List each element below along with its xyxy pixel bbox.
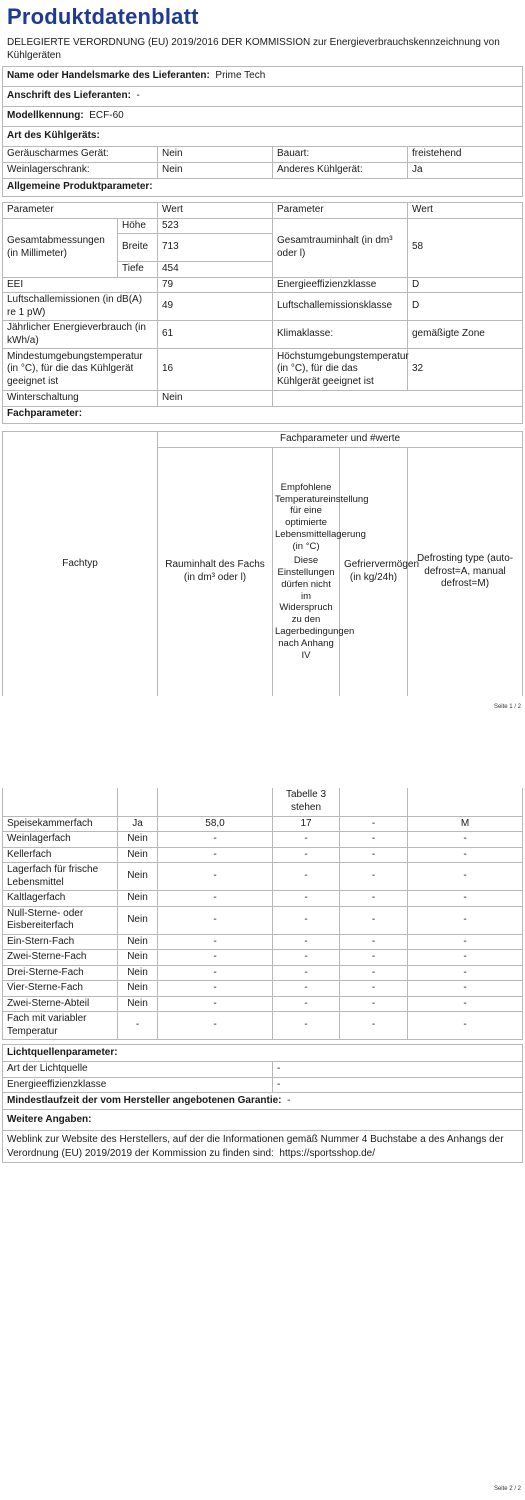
compartment-volume: - xyxy=(158,981,273,997)
compartment-volume: - xyxy=(158,1012,273,1040)
compartment-present: Nein xyxy=(118,863,158,891)
temp-header-c: Tabelle 3 stehen xyxy=(273,788,340,816)
compartment-row xyxy=(3,981,523,997)
compartment-defrost: - xyxy=(408,847,523,863)
compartment-freeze: - xyxy=(340,863,408,891)
compartment-present: Nein xyxy=(118,996,158,1012)
light-type-label: Art der Lichtquelle xyxy=(3,1062,273,1078)
compartment-row xyxy=(3,891,523,907)
compartment-name: Fach mit variabler Temperatur xyxy=(3,1012,118,1040)
model-row xyxy=(3,107,523,127)
supplier-address-row xyxy=(3,87,523,107)
compartment-freeze: - xyxy=(340,847,408,863)
compartment-freeze: - xyxy=(340,891,408,907)
page-number-1: Seite 1 / 2 xyxy=(493,704,521,710)
construction-value: freistehend xyxy=(408,147,523,163)
light-eclass-label: Energieeffizienzklasse xyxy=(3,1077,273,1093)
temp-header xyxy=(273,448,369,696)
compartment-volume: - xyxy=(158,950,273,966)
wine-cabinet-label: Weinlagerschrank: xyxy=(3,163,158,179)
compartment-temp: 17 xyxy=(273,816,340,832)
compartment-freeze: - xyxy=(340,965,408,981)
compartment-defrost: - xyxy=(408,934,523,950)
light-type-value: - xyxy=(273,1062,523,1078)
compartment-defrost: M xyxy=(408,816,523,832)
col-value-header-2: Wert xyxy=(408,203,523,219)
compartment-volume: - xyxy=(158,891,273,907)
noise-value: 49 xyxy=(158,293,273,321)
general-params-table xyxy=(2,202,523,424)
compartment-name: Kaltlagerfach xyxy=(3,891,118,907)
other-appliance-label: Anderes Kühlgerät: xyxy=(273,163,408,179)
col-param-header-2: Parameter xyxy=(273,203,408,219)
footer-info-table xyxy=(2,1044,523,1163)
climate-class-value: gemäßigte Zone xyxy=(408,321,523,349)
warranty-row xyxy=(3,1093,523,1110)
compartment-present: Nein xyxy=(118,906,158,934)
depth-value: 454 xyxy=(158,262,273,278)
compartment-row xyxy=(3,832,523,848)
compartment-defrost: - xyxy=(408,950,523,966)
compartment-freeze: - xyxy=(340,934,408,950)
compartment-freeze: - xyxy=(340,816,408,832)
compartment-defrost: - xyxy=(408,906,523,934)
height-value: 523 xyxy=(158,218,273,234)
annual-energy-value: 61 xyxy=(158,321,273,349)
compartment-row xyxy=(3,847,523,863)
page-title: Produktdatenblatt xyxy=(7,4,199,29)
model-value: ECF-60 xyxy=(89,110,124,122)
compartment-row xyxy=(3,863,523,891)
compartment-volume: - xyxy=(158,996,273,1012)
temp-header-b: Diese Einstellungen dürfen nicht im Widerspruch zu den Lagerbedingungen nach Anhang IV xyxy=(275,554,355,661)
compartment-present: Nein xyxy=(118,965,158,981)
compartment-temp: - xyxy=(273,847,340,863)
compartment-row xyxy=(3,816,523,832)
max-temp-label: Höchstumgebungstemperatur (in °C), für die das Kühlgerät geeignet ist xyxy=(273,349,408,391)
eei-label: EEI xyxy=(3,277,158,293)
compartment-volume: - xyxy=(158,832,273,848)
height-label: Höhe xyxy=(118,218,158,234)
compartment-temp: - xyxy=(273,934,340,950)
width-value: 713 xyxy=(158,234,273,262)
compartment-volume: - xyxy=(158,906,273,934)
compartment-freeze: - xyxy=(340,1012,408,1040)
supplier-address-value: - xyxy=(136,90,140,102)
compartment-name: Vier-Sterne-Fach xyxy=(3,981,118,997)
col-param-header: Parameter xyxy=(3,203,158,219)
compartment-row xyxy=(3,1012,523,1040)
width-label: Breite xyxy=(118,234,158,262)
compartment-name: Weinlagerfach xyxy=(3,832,118,848)
compartment-temp: - xyxy=(273,891,340,907)
warranty-label: Mindestlaufzeit der vom Hersteller angebotenen Garantie: xyxy=(7,1094,282,1106)
model-label: Modellkennung: xyxy=(7,110,84,122)
depth-label: Tiefe xyxy=(118,262,158,278)
compartment-volume: - xyxy=(158,965,273,981)
compartment-volume: - xyxy=(158,934,273,950)
compartment-defrost: - xyxy=(408,981,523,997)
manufacturer-link[interactable]: https://sportsshop.de/ xyxy=(279,1147,376,1159)
page-2 xyxy=(0,750,525,1500)
compartment-defrost: - xyxy=(408,863,523,891)
compartment-row xyxy=(3,950,523,966)
col-value-header: Wert xyxy=(158,203,273,219)
compartment-defrost: - xyxy=(408,832,523,848)
compartment-name: Null-Sterne- oder Eisbereiterfach xyxy=(3,906,118,934)
compartment-freeze: - xyxy=(340,906,408,934)
noise-class-label: Luftschallemissionsklasse xyxy=(273,293,408,321)
compartment-temp: - xyxy=(273,863,340,891)
compartment-name: Lagerfach für frische Lebensmittel xyxy=(3,863,118,891)
compartment-freeze: - xyxy=(340,832,408,848)
compartment-row xyxy=(3,906,523,934)
compartment-present: Nein xyxy=(118,832,158,848)
winter-label: Winterschaltung xyxy=(3,391,158,407)
type-heading: Art des Kühlgeräts: xyxy=(3,127,523,147)
compartment-row xyxy=(3,934,523,950)
compartment-present: Nein xyxy=(118,934,158,950)
energy-class-value: D xyxy=(408,277,523,293)
compartment-name: Drei-Sterne-Fach xyxy=(3,965,118,981)
max-temp-value: 32 xyxy=(408,349,523,391)
further-text-cell xyxy=(3,1131,523,1163)
compartment-freeze: - xyxy=(340,981,408,997)
compartment-present: Nein xyxy=(118,891,158,907)
construction-label: Bauart: xyxy=(273,147,408,163)
compartment-name: Kellerfach xyxy=(3,847,118,863)
min-temp-value: 16 xyxy=(158,349,273,391)
climate-class-label: Klimaklasse: xyxy=(273,321,408,349)
supplier-type-table xyxy=(2,66,523,197)
compartment-volume: 58,0 xyxy=(158,816,273,832)
further-text: Weblink zur Website des Herstellers, auf der die Informationen gemäß Nummer 4 Buchstabe a des Anhangs der Verordnung (EU) 2019/2019 der Kommission zu finden sind: xyxy=(7,1134,504,1159)
compartment-name: Zwei-Sterne-Abteil xyxy=(3,996,118,1012)
compartment-defrost: - xyxy=(408,1012,523,1040)
general-heading: Allgemeine Produktparameter: xyxy=(3,179,523,197)
compartment-name: Speisekammerfach xyxy=(3,816,118,832)
supplier-name-label: Name oder Handelsmarke des Lieferanten: xyxy=(7,70,210,82)
compartment-rows-table xyxy=(2,788,523,1040)
light-eclass-value: - xyxy=(273,1077,523,1093)
compartment-temp: - xyxy=(273,996,340,1012)
compartment-volume: - xyxy=(158,863,273,891)
compartment-defrost: - xyxy=(408,965,523,981)
compartment-defrost: - xyxy=(408,996,523,1012)
compartment-row xyxy=(3,996,523,1012)
defrost-header: Defrosting type (auto-defrost=A, manual defrost=M) xyxy=(408,448,523,696)
compartment-present: Nein xyxy=(118,847,158,863)
low-noise-value: Nein xyxy=(158,147,273,163)
supplier-name-value: Prime Tech xyxy=(215,70,266,82)
energy-class-label: Energieeffizienzklasse xyxy=(273,277,408,293)
compartment-temp: - xyxy=(273,950,340,966)
compartment-name: Ein-Stern-Fach xyxy=(3,934,118,950)
total-volume-value: 58 xyxy=(408,218,523,277)
min-temp-label: Mindestumgebungstemperatur (in °C), für die das Kühlgerät geeignet ist xyxy=(3,349,158,391)
compartment-present: - xyxy=(118,1012,158,1040)
compartment-defrost: - xyxy=(408,891,523,907)
compartment-row xyxy=(3,965,523,981)
dimensions-label: Gesamtabmessungen (in Millimeter) xyxy=(3,218,118,277)
light-heading: Lichtquellenparameter: xyxy=(3,1045,523,1062)
fachtyp-header: Fachtyp xyxy=(3,432,158,696)
eei-value: 79 xyxy=(158,277,273,293)
compartment-temp: - xyxy=(273,1012,340,1040)
compartment-temp: - xyxy=(273,832,340,848)
warranty-value: - xyxy=(287,1094,291,1106)
group-header: Fachparameter und #werte xyxy=(158,432,523,448)
freeze-header: Gefriervermögen (in kg/24h) xyxy=(340,448,408,696)
compartment-present: Ja xyxy=(118,816,158,832)
low-noise-label: Geräuscharmes Gerät: xyxy=(3,147,158,163)
compartment-temp: - xyxy=(273,965,340,981)
wine-cabinet-value: Nein xyxy=(158,163,273,179)
compartment-present: Nein xyxy=(118,981,158,997)
compartment-freeze: - xyxy=(340,996,408,1012)
other-appliance-value: Ja xyxy=(408,163,523,179)
noise-label: Luftschallemissionen (in dB(A) re 1 pW) xyxy=(3,293,158,321)
further-heading: Weitere Angaben: xyxy=(3,1110,523,1131)
supplier-address-label: Anschrift des Lieferanten: xyxy=(7,90,131,102)
compartment-freeze: - xyxy=(340,950,408,966)
volume-header: Rauminhalt des Fachs (in dm³ oder l) xyxy=(158,448,273,696)
noise-class-value: D xyxy=(408,293,523,321)
compartment-volume: - xyxy=(158,847,273,863)
supplier-name-row xyxy=(3,67,523,87)
compartment-name: Zwei-Sterne-Fach xyxy=(3,950,118,966)
annual-energy-label: Jährlicher Energieverbrauch (in kWh/a) xyxy=(3,321,158,349)
compartments-heading: Fachparameter: xyxy=(3,406,523,423)
compartment-header-table xyxy=(2,431,523,696)
compartment-temp: - xyxy=(273,906,340,934)
total-volume-label: Gesamtrauminhalt (in dm³ oder l) xyxy=(273,218,408,277)
compartment-temp: - xyxy=(273,981,340,997)
page-number-2: Seite 2 / 2 xyxy=(493,1486,521,1492)
temp-header-a: Empfohlene Temperatureinstellung für eine optimierte Lebensmittellagerung (in °C) xyxy=(275,481,369,553)
compartment-present: Nein xyxy=(118,950,158,966)
regulation-text: DELEGIERTE VERORDNUNG (EU) 2019/2016 DER KOMMISSION zur Energieverbrauchskennzeichnung von Kühlgeräten xyxy=(7,37,500,61)
winter-value: Nein xyxy=(158,391,273,407)
